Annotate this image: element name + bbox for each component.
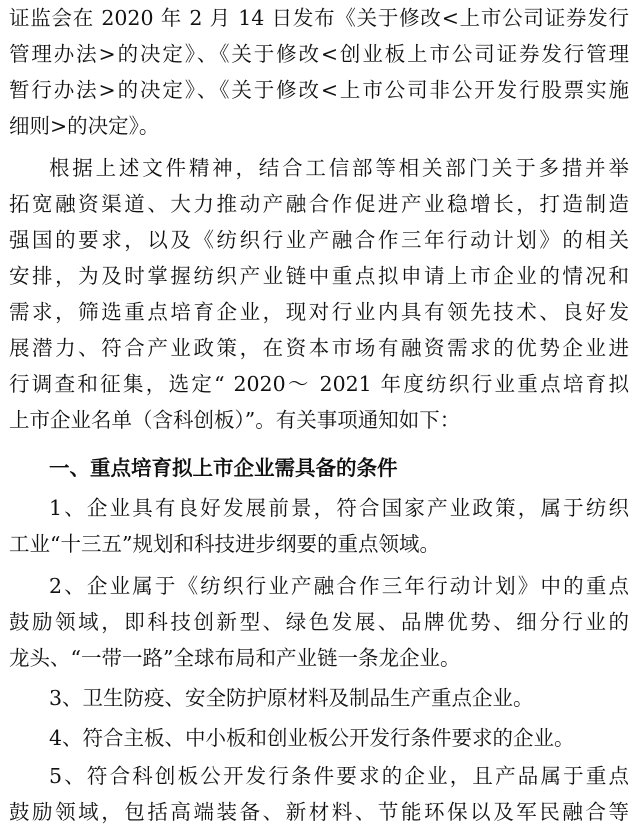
section-heading-1: 一、重点培育拟上市企业需具备的条件	[49, 456, 398, 480]
paragraph-2-line-4: 安排，为及时掌握纺织产业链中重点拟申请上市企业的情况和	[9, 264, 629, 288]
item-1-line-2: 工业“十三五”规划和科技进步纲要的重点领域。	[9, 532, 440, 556]
paragraph-2-line-7: 行调查和征集，选定“ 2020～ 2021 年度纺织行业重点培育拟	[9, 372, 629, 396]
item-3-line-1: 3、卫生防疫、安全防护原材料及制品生产重点企业。	[49, 686, 534, 710]
paragraph-2-line-2: 拓宽融资渠道、大力推动产融合作促进产业稳增长，打造制造	[9, 192, 629, 216]
paragraph-2-line-5: 需求，筛选重点培育企业，现对行业内具有领先技术、良好发	[9, 300, 629, 324]
paragraph-1-line-2: 管理办法>的决定》、《关于修改<创业板上市公司证券发行管理	[9, 42, 629, 66]
item-5-line-1: 5、符合科创板公开发行条件要求的企业，且产品属于重点	[49, 764, 629, 788]
paragraph-1-line-1: 证监会在 2020 年 2 月 14 日发布《关于修改<上市公司证券发行	[9, 6, 629, 30]
item-5-line-2: 鼓励领域，包括高端装备、新材料、节能环保以及军民融合等	[9, 800, 629, 824]
paragraph-1-line-3: 暂行办法>的决定》、《关于修改<上市公司非公开发行股票实施	[9, 78, 629, 102]
item-1-line-1: 1、企业具有良好发展前景，符合国家产业政策，属于纺织	[49, 496, 629, 520]
item-2-line-2: 鼓励领域，即科技创新型、绿色发展、品牌优势、细分行业的	[9, 610, 629, 634]
paragraph-2-line-1: 根据上述文件精神，结合工信部等相关部门关于多措并举	[49, 156, 629, 180]
paragraph-2-line-6: 展潜力、符合产业政策，在资本市场有融资需求的优势企业进	[9, 336, 629, 360]
item-2-line-1: 2、企业属于《纺织行业产融合作三年行动计划》中的重点	[49, 574, 629, 598]
paragraph-1-line-4: 细则>的决定》。	[9, 114, 160, 138]
item-4-line-1: 4、符合主板、中小板和创业板公开发行条件要求的企业。	[49, 726, 575, 750]
paragraph-2-line-3: 强国的要求，以及《纺织行业产融合作三年行动计划》的相关	[9, 228, 629, 252]
item-2-line-3: 龙头、“一带一路”全球布局和产业链一条龙企业。	[9, 646, 461, 670]
paragraph-2-line-8: 上市企业名单（含科创板）”。有关事项通知如下：	[9, 408, 461, 432]
